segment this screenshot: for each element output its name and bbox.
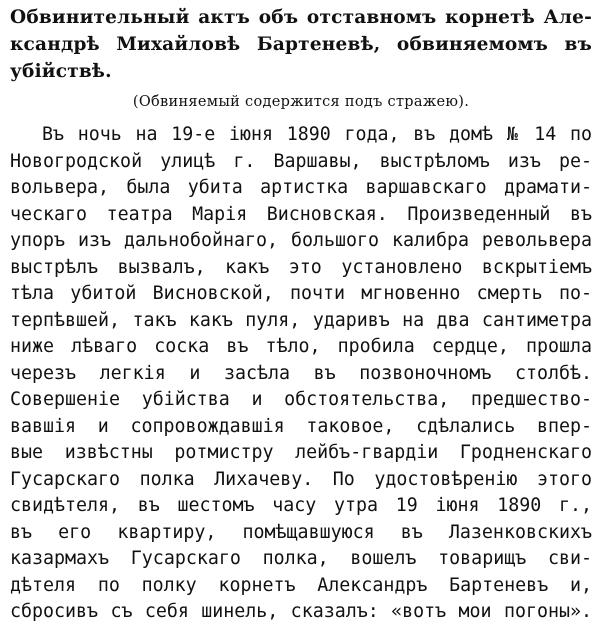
text-line: упоръ изъ дальнобойнаго, большого калибра револьвера	[10, 230, 592, 251]
text-line: тѣла убитой Висновской, почти мгновенно смерть по-	[10, 283, 592, 304]
text-line: вые извѣстны ротмистру лейбъ-гвардіи Гродненскаго	[10, 442, 592, 463]
body-paragraph	[10, 122, 592, 626]
text-line: ческаго театра Марія Висновская. Произведенный въ	[10, 203, 592, 225]
text-line: дѣтеля по полку корнетъ Александръ Бартеневъ и,	[10, 574, 592, 596]
text-line: выстрѣлъ вызвалъ, какъ это установлено вскрытіемъ	[10, 256, 592, 278]
text-line: Совершеніе убійства и обстоятельства, предшество-	[10, 389, 592, 410]
document-title	[10, 4, 592, 85]
text-line: черезъ легкія и засѣла въ позвоночномъ столбѣ.	[10, 362, 592, 384]
text-line: Въ ночь на 19-е іюня 1890 года, въ домѣ № 14 по	[42, 124, 592, 145]
text-line: ниже лѣваго соска въ тѣло, пробила сердце, прошла	[10, 336, 592, 357]
custody-note: (Обвиняемый содержится подъ стражею).	[132, 94, 470, 110]
text-line: терпѣвшей, такъ какъ пуля, ударивъ на два сантиметра	[10, 309, 592, 331]
text-line: въ его квартиру, помѣщавшуюся въ Лазенковскихъ	[10, 521, 592, 543]
text-line: вавшія и сопровождавшія таковое, сдѣлались впер-	[10, 415, 592, 437]
title-line: ксандрѣ Михайловѣ Бартеневѣ, обвиняемомъ въ	[10, 34, 592, 55]
text-line: свидѣтеля, въ шестомъ часу утра 19 іюня 1890 г.,	[10, 495, 592, 516]
text-line: сбросивъ съ себя шинель, сказалъ: «вотъ мои погоны».	[10, 601, 592, 622]
text-line: вольвера, была убита артистка варшавскаго драмати-	[10, 177, 592, 198]
text-line: казармахъ Гусарскаго полка, вошелъ товарищъ сви-	[10, 548, 592, 569]
title-line: убійствѣ.	[10, 61, 112, 82]
text-line: Новогродской улицѣ г. Варшавы, выстрѣломъ изъ ре-	[10, 150, 592, 172]
text-line: Гусарскаго полка Лихачеву. По удостовѣренію этого	[10, 468, 592, 490]
title-line: Обвинительный актъ объ отставномъ корнетѣ Але-	[10, 7, 592, 28]
